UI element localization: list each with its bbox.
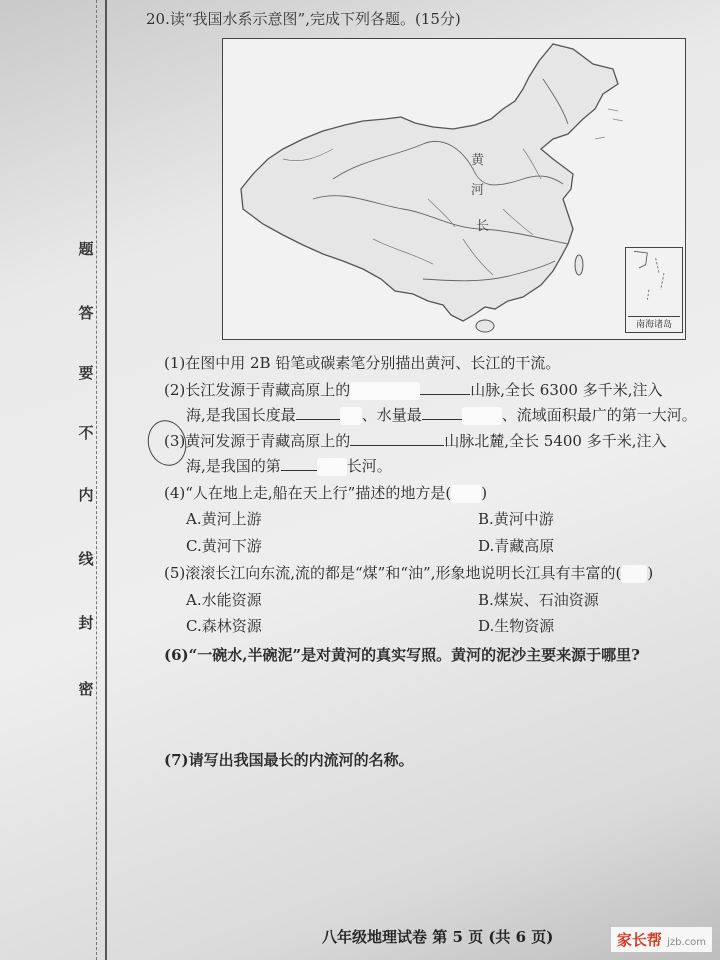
erased-answer bbox=[317, 458, 347, 476]
q6-answer-area[interactable] bbox=[186, 690, 686, 691]
question-header: 20.读“我国水系示意图”,完成下列各题。(15分) bbox=[146, 10, 461, 28]
binding-char: 封 bbox=[78, 614, 94, 632]
q2-text-e: 、流域面积最广的第一大河。 bbox=[501, 406, 697, 424]
q3-text-d: 长河。 bbox=[346, 457, 392, 475]
inset-label: 南海诸岛 bbox=[628, 316, 680, 330]
erased-answer bbox=[462, 407, 502, 425]
q2-text-a: (2)长江发源于青藏高原上的 bbox=[164, 381, 351, 399]
page-footer: 八年级地理试卷 第 5 页 (共 6 页) bbox=[322, 928, 554, 946]
q3-line2 bbox=[186, 455, 392, 476]
watermark-brand: 家长帮 bbox=[616, 931, 662, 949]
erased-answer bbox=[451, 485, 481, 503]
binding-char: 答 bbox=[78, 304, 94, 322]
q2-blank-length[interactable] bbox=[296, 405, 340, 420]
q5-stem bbox=[164, 562, 653, 583]
q3-text-c: 海,是我国的第 bbox=[186, 457, 281, 475]
q2-text-c: 海,是我国长度最 bbox=[186, 406, 296, 424]
binding-char: 题 bbox=[78, 240, 94, 258]
q5-option-d[interactable]: D.生物资源 bbox=[478, 617, 555, 635]
q3-line1 bbox=[164, 430, 667, 451]
q7-answer-area[interactable] bbox=[186, 800, 686, 801]
q1-text: (1)在图中用 2B 铅笔或碳素笔分别描出黄河、长江的干流。 bbox=[164, 354, 561, 372]
q5-stem-text: (5)滚滚长江向东流,流的都是“煤”和“油”,形象地说明长江具有丰富的( bbox=[164, 564, 622, 582]
q4-stem-close: ) bbox=[481, 484, 488, 502]
label-huanghe-2: 河 bbox=[471, 183, 485, 198]
margin-border bbox=[105, 0, 107, 960]
erased-answer bbox=[340, 407, 362, 425]
q2-text-d: 、水量最 bbox=[361, 406, 422, 424]
binding-char: 线 bbox=[78, 550, 94, 568]
label-changjiang: 长 bbox=[476, 219, 490, 234]
q6-text: (6)“一碗水,半碗泥”是对黄河的真实写照。黄河的泥沙主要来源于哪里? bbox=[164, 646, 640, 664]
erased-answer bbox=[621, 565, 647, 583]
q4-option-a[interactable]: A.黄河上游 bbox=[186, 510, 262, 528]
erased-answer bbox=[350, 382, 420, 400]
q2-blank-water[interactable] bbox=[422, 405, 462, 420]
q2-line1 bbox=[164, 379, 663, 400]
q4-stem bbox=[164, 482, 487, 503]
binding-char: 内 bbox=[78, 486, 94, 504]
watermark-site: jzb.com bbox=[667, 937, 706, 948]
china-map-drawing bbox=[223, 39, 685, 339]
q4-option-c[interactable]: C.黄河下游 bbox=[186, 537, 262, 555]
binding-char: 要 bbox=[78, 364, 94, 382]
q5-option-c[interactable]: C.森林资源 bbox=[186, 617, 262, 635]
q3-text-b: 山脉北麓,全长 5400 多千米,注入 bbox=[444, 432, 667, 450]
q4-option-b[interactable]: B.黄河中游 bbox=[478, 510, 554, 528]
q4-stem-text: (4)“人在地上走,船在天上行”描述的地方是( bbox=[164, 484, 452, 502]
q4-option-d[interactable]: D.青藏高原 bbox=[478, 537, 555, 555]
q5-option-b[interactable]: B.煤炭、石油资源 bbox=[478, 591, 599, 609]
q2-blank-mountain[interactable] bbox=[420, 380, 470, 395]
binding-char: 不 bbox=[78, 424, 94, 442]
binding-char: 密 bbox=[78, 680, 94, 698]
q2-line2 bbox=[186, 404, 697, 425]
site-watermark bbox=[611, 927, 712, 952]
south-china-sea-inset bbox=[625, 247, 683, 333]
q7-text: (7)请写出我国最长的内流河的名称。 bbox=[164, 751, 414, 769]
q5-stem-close: ) bbox=[647, 564, 654, 582]
q3-blank-rank[interactable] bbox=[281, 456, 317, 471]
inset-drawing bbox=[626, 248, 682, 318]
label-huanghe-1: 黄 bbox=[471, 153, 485, 168]
q3-blank-mountain[interactable] bbox=[350, 431, 444, 446]
fold-line bbox=[96, 0, 97, 960]
q5-option-a[interactable]: A.水能资源 bbox=[186, 591, 262, 609]
q3-text-a: (3)黄河发源于青藏高原上的 bbox=[164, 432, 351, 450]
q2-text-b: 山脉,全长 6300 多千米,注入 bbox=[470, 381, 663, 399]
china-water-system-map bbox=[222, 38, 686, 340]
